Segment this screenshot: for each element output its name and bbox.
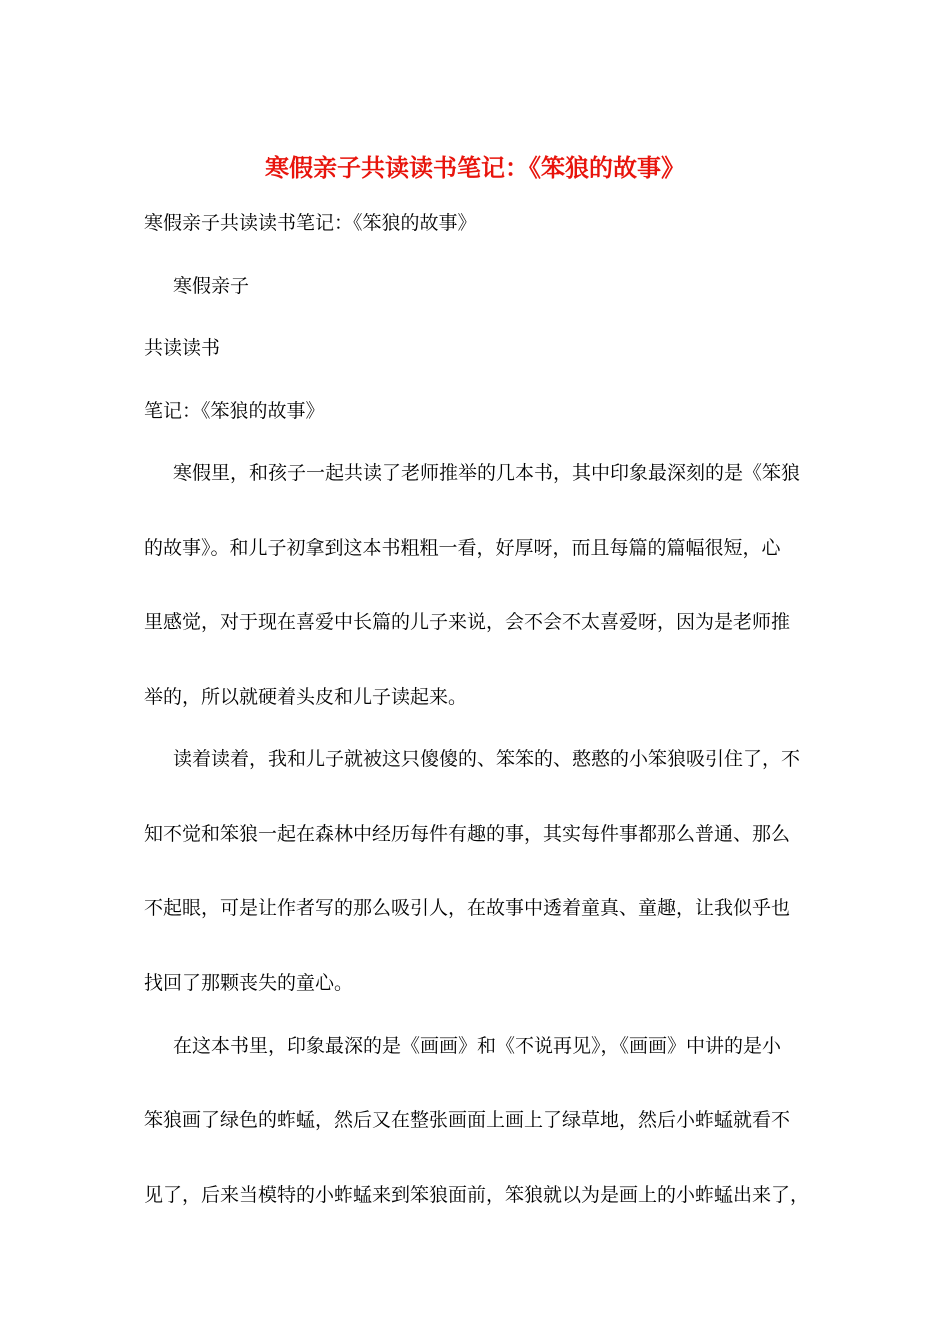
paragraph-line: 里感觉，对于现在喜爱中长篇的儿子来说，会不会不太喜爱呀，因为是老师推 (144, 611, 791, 633)
paragraph-line: 在这本书里，印象最深的是《画画》和《不说再见》，《画画》中讲的是小 (173, 1035, 782, 1057)
paragraph-line: 读着读着，我和儿子就被这只傻傻的、笨笨的、憨憨的小笨狼吸引住了，不 (173, 748, 801, 770)
text-line: 共读读书 (144, 337, 221, 359)
paragraph-line: 不起眼，可是让作者写的那么吸引人，在故事中透着童真、童趣，让我似乎也 (144, 897, 791, 919)
paragraph-line: 笨狼画了绿色的蚱蜢，然后又在整张画面上画上了绿草地，然后小蚱蜢就看不 (144, 1109, 791, 1131)
text-line: 笔记：《笨狼的故事》 (144, 400, 325, 422)
text-line: 寒假亲子 (173, 275, 250, 297)
document-title: 寒假亲子共读读书笔记：《笨狼的故事》 (265, 153, 685, 182)
paragraph-line: 举的，所以就硬着头皮和儿子读起来。 (144, 686, 468, 708)
paragraph-line: 知不觉和笨狼一起在森林中经历每件有趣的事，其实每件事都那么普通、那么 (144, 823, 791, 845)
paragraph-line: 找回了那颗丧失的童心。 (144, 972, 354, 994)
subtitle-line: 寒假亲子共读读书笔记：《笨狼的故事》 (144, 212, 477, 234)
paragraph-line: 的故事》。和儿子初拿到这本书粗粗一看，好厚呀，而且每篇的篇幅很短，心 (144, 537, 781, 559)
paragraph-line: 见了，后来当模特的小蚱蜢来到笨狼面前，笨狼就以为是画上的小蚱蜢出来了， (144, 1184, 810, 1206)
paragraph-line: 寒假里，和孩子一起共读了老师推举的几本书，其中印象最深刻的是《笨狼 (173, 462, 801, 484)
